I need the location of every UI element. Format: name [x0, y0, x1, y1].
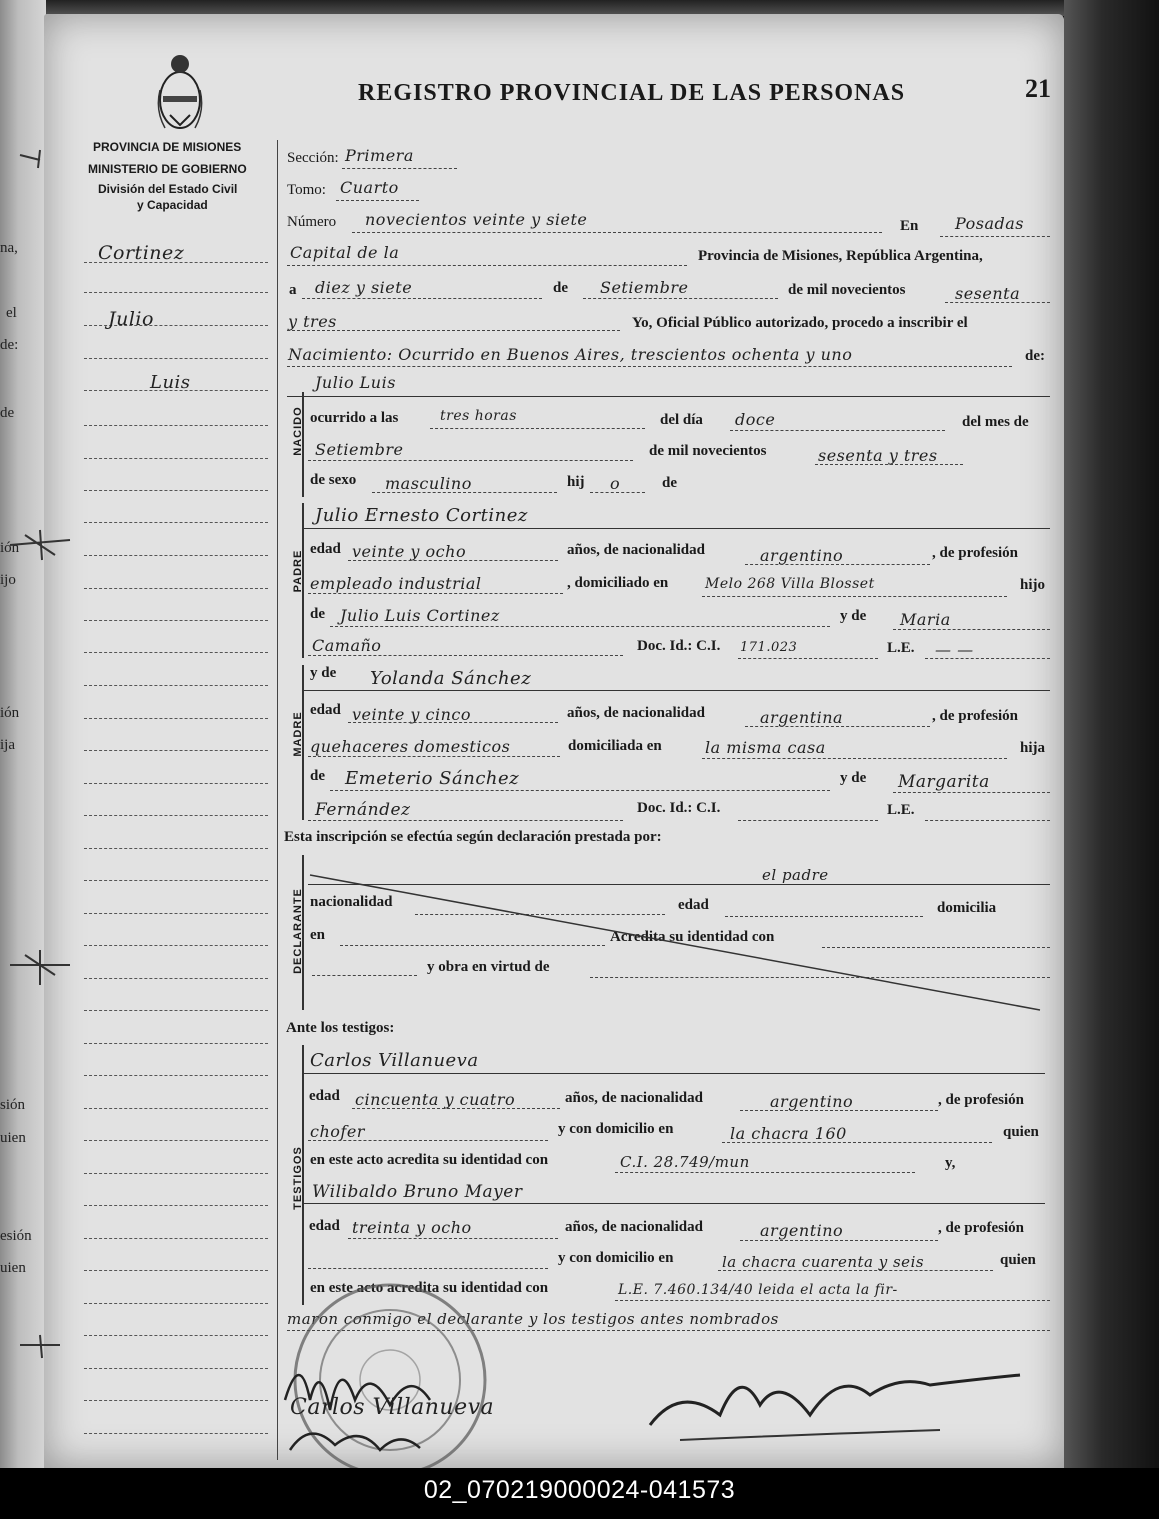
stub-line [84, 783, 268, 784]
padre-le-line [925, 658, 1050, 659]
org-province: PROVINCIA DE MISIONES [93, 140, 242, 154]
madre-edad-label: edad [310, 702, 341, 718]
testigo1-profesion-label: , de profesión [938, 1092, 1024, 1108]
yo-oficial-label: Yo, Oficial Público autorizado, procedo a inscribir el [632, 315, 968, 331]
stub-line [84, 292, 268, 293]
madre-madre2-value: Fernández [315, 800, 411, 820]
padre-nombre-value: Julio Ernesto Cortinez [315, 505, 528, 526]
witness-signature: Carlos Villanueva [290, 1395, 495, 1420]
dia-nac-line [730, 430, 945, 431]
sexo-label: de sexo [310, 472, 357, 488]
stub-surname: Cortinez [98, 242, 185, 264]
stub-line [84, 978, 268, 979]
declarante-section-label: DECLARANTE [292, 888, 304, 974]
en-value: Posadas [955, 214, 1024, 233]
dia-value: diez y siete [315, 278, 413, 297]
hij-label: hij [567, 474, 585, 490]
padre-edad-label: edad [310, 541, 341, 557]
nacido-section-label: NACIDO [292, 406, 304, 456]
madre-padre-line [330, 790, 830, 791]
madre-ci-line [738, 820, 878, 821]
padre-y-de-label: y de [840, 608, 867, 624]
stub-line [84, 1173, 268, 1174]
seccion-label: Sección: [287, 150, 339, 166]
madre-madre-line [893, 792, 1050, 793]
testigo1-nac-line [740, 1110, 938, 1111]
seccion-value: Primera [345, 146, 414, 165]
spine-fragment: uien [0, 1260, 26, 1276]
org-ministry: MINISTERIO DE GOBIERNO [88, 162, 247, 176]
handwritten-signatures [280, 1340, 580, 1460]
testigo1-edad-line [352, 1108, 560, 1109]
del-mes-label: del mes de [962, 414, 1029, 430]
spine-fragment: na, [0, 240, 18, 256]
hij-line [590, 492, 645, 493]
inscripcion-label: Esta inscripción se efectúa según declaración prestada por: [284, 829, 662, 845]
declarante-acredita-label: Acredita su identidad con [610, 929, 775, 945]
stub-line [84, 1043, 268, 1044]
stub-line [84, 848, 268, 849]
stub-line [84, 1400, 268, 1401]
madre-dom-line [702, 758, 1007, 759]
spine-fragment: ión [0, 540, 20, 556]
madre-hija-label: hija [1020, 740, 1046, 756]
madre-y-de2-label: y de [840, 770, 867, 786]
register-title: REGISTRO PROVINCIAL DE LAS PERSONAS [358, 80, 906, 106]
stub-line [84, 1205, 268, 1206]
padre-le-value: — — [935, 640, 974, 659]
madre-profesion-label: , de profesión [932, 708, 1018, 724]
closing-value: maron conmigo el declarante y los testigos antes nombrados [287, 1310, 779, 1328]
mes-nac-line [308, 460, 633, 461]
org-capacity: y Capacidad [137, 198, 208, 212]
stub-second-name: Luis [150, 372, 191, 393]
madre-madre-value: Margarita [898, 772, 990, 792]
testigo2-dom-line [718, 1270, 993, 1271]
official-signature [640, 1345, 1040, 1460]
anio-line [945, 302, 1050, 303]
padre-padre-line [330, 626, 830, 627]
stub-line [84, 880, 268, 881]
testigo1-prof-line [308, 1140, 548, 1141]
stub-line [84, 1140, 268, 1141]
de-mil-label: de mil novecientos [788, 282, 906, 298]
testigo1-nac-value: argentino [770, 1092, 854, 1111]
padre-prof-value: empleado industrial [310, 574, 482, 593]
declarante-value: el padre [762, 866, 829, 884]
padre-le-label: L.E. [887, 640, 915, 656]
testigo2-id-value: L.E. 7.460.134/40 leida el acta la fir- [618, 1282, 898, 1298]
padre-profesion-label: , de profesión [932, 545, 1018, 561]
testigo1-prof-value: chofer [310, 1122, 365, 1141]
a-label: a [289, 282, 297, 298]
nombre-line [287, 396, 1050, 397]
del-dia-label: del día [660, 412, 703, 428]
padre-padre-value: Julio Luis Cortinez [340, 606, 500, 625]
declarante-edad-label: edad [678, 897, 709, 913]
spine-fragment: ijo [0, 572, 16, 588]
testigo1-nombre-line [303, 1073, 1045, 1074]
numero-line [352, 232, 882, 233]
padre-hijo-label: hijo [1020, 577, 1046, 593]
testigos-section-label: TESTIGOS [292, 1146, 304, 1210]
madre-domiciliada-label: domiciliada en [568, 738, 662, 754]
mes-nac-value: Setiembre [315, 440, 404, 459]
padre-de-label: de [310, 606, 325, 622]
spine-fragment: ija [0, 737, 15, 753]
right-book-edge [1064, 0, 1159, 1468]
padre-doc-label: Doc. Id.: C.I. [637, 638, 721, 654]
stub-divider [277, 140, 278, 1460]
padre-nombre-line [303, 528, 1050, 529]
seccion-line [342, 168, 457, 169]
tomo-value: Cuarto [340, 178, 399, 197]
numero-label: Número [287, 214, 337, 230]
nacimiento-line [287, 366, 1012, 367]
madre-le-line [925, 820, 1050, 821]
madre-y-de-label: y de [310, 665, 337, 681]
madre-nombre-line [303, 690, 1050, 691]
testigo2-nombre-line [303, 1203, 1045, 1204]
madre-prof-line [308, 756, 560, 757]
testigo2-profesion-label: , de profesión [938, 1220, 1024, 1236]
madre-prof-value: quehaceres domesticos [310, 737, 511, 756]
testigo1-id-line [615, 1172, 915, 1173]
hora-value: tres horas [440, 408, 517, 424]
madre-anos-label: años, de nacionalidad [567, 705, 705, 721]
padre-madre2-value: Camaño [312, 636, 382, 655]
binding-stitches [0, 0, 90, 1468]
testigo2-domicilio-label: y con domicilio en [558, 1250, 674, 1266]
testigo2-nombre-value: Wilibaldo Bruno Mayer [312, 1182, 523, 1202]
testigo1-nombre-value: Carlos Villanueva [310, 1050, 479, 1071]
testigo1-dom-line [722, 1142, 992, 1143]
de2-label: de [662, 475, 677, 491]
padre-madre-value: Maria [900, 610, 951, 629]
stub-line [84, 522, 268, 523]
padre-nac-line [745, 564, 930, 565]
spine-fragment: el [6, 305, 17, 321]
spine-fragment: de: [0, 337, 19, 353]
stub-line [84, 913, 268, 914]
de-mil2-label: de mil novecientos [649, 443, 767, 459]
padre-ci-value: 171.023 [740, 640, 798, 655]
spine-fragment: uien [0, 1130, 26, 1146]
madre-le-label: L.E. [887, 802, 915, 818]
testigo2-quien-label: quien [1000, 1252, 1036, 1268]
madre-edad-line [348, 722, 558, 723]
madre-madre2-line [308, 820, 623, 821]
nacimiento-value: Nacimiento: Ocurrido en Buenos Aires, trescientos ochenta y uno [288, 345, 853, 364]
de-label: de [553, 280, 568, 296]
stub-line [84, 1368, 268, 1369]
hij-suffix: o [610, 474, 621, 493]
stub-line [84, 652, 268, 653]
spine-fragment: ión [0, 705, 20, 721]
testigo1-edad-value: cincuenta y cuatro [355, 1090, 516, 1109]
madre-section-label: MADRE [292, 711, 304, 757]
numero-value: novecientos veinte y siete [365, 210, 588, 229]
padre-prof-line [308, 593, 563, 594]
stub-line [84, 1010, 268, 1011]
madre-nombre-value: Yolanda Sánchez [370, 668, 532, 689]
stub-line [84, 1433, 268, 1434]
padre-dom-value: Melo 268 Villa Blosset [705, 576, 875, 592]
stub-line [84, 1270, 268, 1271]
anio-nac-value: sesenta y tres [818, 446, 938, 465]
anio2-line [287, 330, 620, 331]
padre-dom-line [702, 596, 1007, 597]
declarante-obra-label: y obra en virtud de [427, 959, 550, 975]
testigo1-acredita-label: en este acto acredita su identidad con [310, 1152, 549, 1168]
testigo1-dom-value: la chacra 160 [730, 1124, 847, 1143]
stub-line [84, 490, 268, 491]
testigo1-edad-label: edad [309, 1088, 340, 1104]
testigo1-id-value: C.I. 28.749/mun [620, 1153, 750, 1171]
stub-line [84, 425, 268, 426]
en-label: En [900, 218, 919, 234]
declarante-nac-label: nacionalidad [310, 894, 393, 910]
padre-ci-line [738, 658, 878, 659]
madre-nac-line [745, 726, 930, 727]
stub-line [84, 555, 268, 556]
stub-line [84, 1108, 268, 1109]
stub-line [84, 718, 268, 719]
dia-line [302, 298, 542, 299]
testigo2-dom-value: la chacra cuarenta y seis [722, 1253, 925, 1271]
madre-dom-value: la misma casa [705, 738, 826, 757]
stub-line [84, 945, 268, 946]
padre-madre-line [893, 629, 1050, 630]
padre-madre2-line [308, 655, 623, 656]
madre-nac-value: argentina [760, 708, 844, 727]
mes-line [583, 298, 778, 299]
spine-fragment: sión [0, 1097, 26, 1113]
spine-fragment: esión [0, 1228, 32, 1244]
padre-edad-line [348, 560, 558, 561]
mes-value: Setiembre [600, 278, 689, 297]
madre-edad-value: veinte y cinco [352, 705, 472, 724]
spine-fragment: de [0, 405, 15, 421]
padre-section-label: PADRE [292, 549, 304, 593]
padre-nac-value: argentino [760, 546, 844, 565]
stub-line [84, 458, 268, 459]
page-number: 21 [1025, 74, 1051, 103]
padre-anos-label: años, de nacionalidad [567, 542, 705, 558]
dia-nac-value: doce [735, 410, 776, 429]
stub-line [84, 750, 268, 751]
tomo-label: Tomo: [287, 182, 326, 198]
madre-doc-label: Doc. Id.: C.I. [637, 800, 721, 816]
stub-line [84, 1335, 268, 1336]
anio-nac-line [815, 464, 963, 465]
testigo2-nac-value: argentino [760, 1221, 844, 1240]
capital-value: Capital de la [290, 243, 400, 262]
sexo-value: masculino [385, 474, 472, 493]
testigo2-edad-label: edad [309, 1218, 340, 1234]
coat-of-arms-emblem [155, 50, 205, 135]
padre-edad-value: veinte y ocho [352, 542, 467, 561]
testigo1-quien-label: quien [1003, 1124, 1039, 1140]
declarante-domicilia-label: domicilia [937, 900, 997, 916]
de-colon-label: de: [1025, 348, 1045, 364]
testigo2-prof-line [308, 1268, 548, 1269]
stub-line [84, 358, 268, 359]
testigo2-edad-value: treinta y ocho [352, 1218, 472, 1237]
nombre-value: Julio Luis [315, 373, 396, 392]
testigo1-y-label: y, [945, 1155, 956, 1171]
stub-line [84, 1238, 268, 1239]
testigo2-id-line [615, 1300, 1050, 1301]
provincia-label: Provincia de Misiones, República Argentina, [698, 248, 983, 264]
stub-line [84, 1303, 268, 1304]
capital-line [287, 265, 687, 266]
testigo1-anos-label: años, de nacionalidad [565, 1090, 703, 1106]
stub-line [84, 620, 268, 621]
padre-domiciliado-label: , domiciliado en [567, 575, 669, 591]
stub-line [84, 815, 268, 816]
stub-line [84, 685, 268, 686]
hora-line [430, 428, 645, 429]
tomo-line [336, 200, 419, 201]
cancellation-strike [305, 870, 1050, 1015]
anio-value: sesenta [955, 284, 1021, 303]
testigo2-edad-line [348, 1238, 558, 1239]
anio2-value: y tres [288, 312, 337, 331]
stub-line [84, 1075, 268, 1076]
org-division: División del Estado Civil [98, 182, 238, 196]
ante-testigos-label: Ante los testigos: [286, 1020, 395, 1036]
stub-line [84, 588, 268, 589]
stub-first-name: Julio [108, 308, 154, 330]
ocurrido-label: ocurrido a las [310, 410, 399, 426]
en-line [940, 236, 1050, 237]
testigo1-domicilio-label: y con domicilio en [558, 1121, 674, 1137]
madre-de-label: de [310, 768, 325, 784]
declarante-en-label: en [310, 927, 325, 943]
sexo-line [372, 492, 557, 493]
scan-reference-code: 02_070219000024-041573 [0, 1468, 1159, 1519]
testigo2-nac-line [740, 1240, 938, 1241]
madre-padre-value: Emeterio Sánchez [345, 768, 520, 789]
testigo2-acredita-label: en este acto acredita su identidad con [310, 1280, 549, 1296]
testigo2-anos-label: años, de nacionalidad [565, 1219, 703, 1235]
